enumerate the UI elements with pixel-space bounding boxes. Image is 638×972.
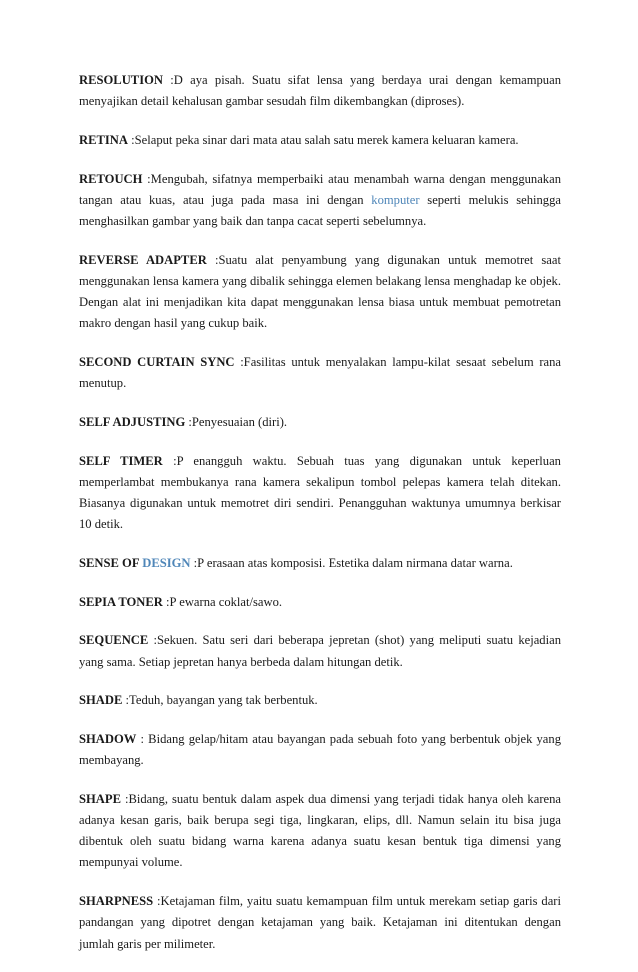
definition-reverse-adapter: :Suatu alat penyambung yang digunakan untuk memotret saat menggunakan lensa kamera yang dibalik sehingga elemen belakang lensa menghadap ke objek. Dengan alat ini menjadikan kita dapat menggunakan lensa biasa untuk membuat pemotretan makro dengan hasil yang cukup baik. — [79, 252, 561, 331]
definition-second-curtain-sync: :Fasilitas untuk menyalakan lampu-kilat sesaat sebelum rana menutup. — [79, 355, 561, 391]
definition-self-adjusting: :Penyesuaian (diri). — [185, 414, 288, 429]
link-komputer[interactable]: komputer — [371, 192, 420, 207]
term-reverse-adapter: REVERSE ADAPTER — [79, 252, 207, 267]
entry-resolution — [79, 70, 561, 112]
definition-sense-of-design: :P erasaan atas komposisi. Estetika dalam nirmana datar warna. — [190, 555, 513, 570]
entry-shape — [79, 789, 561, 874]
entry-self-adjusting — [79, 412, 561, 433]
definition-shape: :Bidang, suatu bentuk dalam aspek dua dimensi yang terjadi tidak hanya oleh karena adanya kesan garis, baik berupa segi tiga, lingkaran, elips, dll. Namun selain itu bisa juga dibentuk oleh suatu bidang warna karena adanya suatu kesan bentuk tiga dimensi yang mempunyai volume. — [79, 791, 561, 870]
definition-sequence: :Sekuen. Satu seri dari beberapa jepretan (shot) yang meliputi suatu kejadian yang sama. Setiap jepretan hanya berbeda dalam hitungan detik. — [79, 633, 561, 669]
definition-retina: :Selaput peka sinar dari mata atau salah satu merek kamera keluaran kamera. — [128, 132, 519, 147]
term-shade: SHADE — [79, 693, 123, 708]
entry-reverse-adapter — [79, 250, 561, 335]
definition-sharpness: :Ketajaman film, yaitu suatu kemampuan film untuk merekam setiap garis dari pandangan yang dipotret dengan ketajaman yang baik. Ketajaman ini ditentukan dengan jumlah garis per milimeter. — [79, 894, 561, 951]
term-shape: SHAPE — [79, 791, 121, 806]
entry-retouch — [79, 169, 561, 233]
term-sharpness: SHARPNESS — [79, 894, 154, 909]
term-resolution: RESOLUTION — [79, 73, 163, 87]
entry-retina — [79, 130, 561, 151]
entry-sharpness — [79, 891, 561, 955]
term-sepia-toner: SEPIA TONER — [79, 594, 163, 609]
entry-shadow — [79, 729, 561, 771]
definition-retouch-part2: seperti melukis sehingga menghasilkan gambar yang baik dan tanpa cacat seperti sebelumnya. — [79, 192, 561, 229]
term-self-adjusting: SELF ADJUSTING — [79, 414, 186, 429]
glossary-page — [79, 70, 561, 972]
term-self-timer: SELF TIMER — [79, 453, 163, 468]
entry-sepia-toner — [79, 592, 561, 613]
entry-second-curtain-sync — [79, 352, 561, 394]
entry-self-timer — [79, 451, 561, 536]
term-second-curtain-sync: SECOND CURTAIN SYNC — [79, 355, 235, 370]
entry-sense-of-design — [79, 553, 561, 574]
definition-shade: :Teduh, bayangan yang tak berbentuk. — [122, 693, 318, 708]
term-shadow: SHADOW — [79, 731, 137, 746]
term-sense-of: SENSE OF — [79, 555, 143, 570]
link-design[interactable]: DESIGN — [142, 555, 191, 570]
term-sequence: SEQUENCE — [79, 633, 149, 648]
term-retina: RETINA — [79, 132, 128, 147]
definition-retouch-part1: :Mengubah, sifatnya memperbaiki atau menambah warna dengan menggunakan tangan atau kuas, atau juga pada masa ini dengan — [79, 171, 561, 207]
entry-sequence — [79, 630, 561, 672]
entry-shade — [79, 690, 561, 711]
definition-self-timer: :P enangguh waktu. Sebuah tuas yang digunakan untuk keperluan memperlambat membukanya rana kamera sekalipun tombol pelepas kamera telah ditekan. Biasanya digunakan untuk memotret diri sendiri. Penangguhan waktunya umumnya berkisar 10 detik. — [79, 453, 561, 532]
term-retouch: RETOUCH — [79, 171, 143, 186]
definition-sepia-toner: :P ewarna coklat/sawo. — [162, 594, 283, 609]
definition-shadow: : Bidang gelap/hitam atau bayangan pada sebuah foto yang berbentuk objek yang membayang. — [79, 731, 561, 768]
definition-resolution: :D aya pisah. Suatu sifat lensa yang berdaya urai dengan kemampuan menyajikan detail kehalusan gambar sesudah film dikembangkan (diproses). — [79, 73, 561, 109]
